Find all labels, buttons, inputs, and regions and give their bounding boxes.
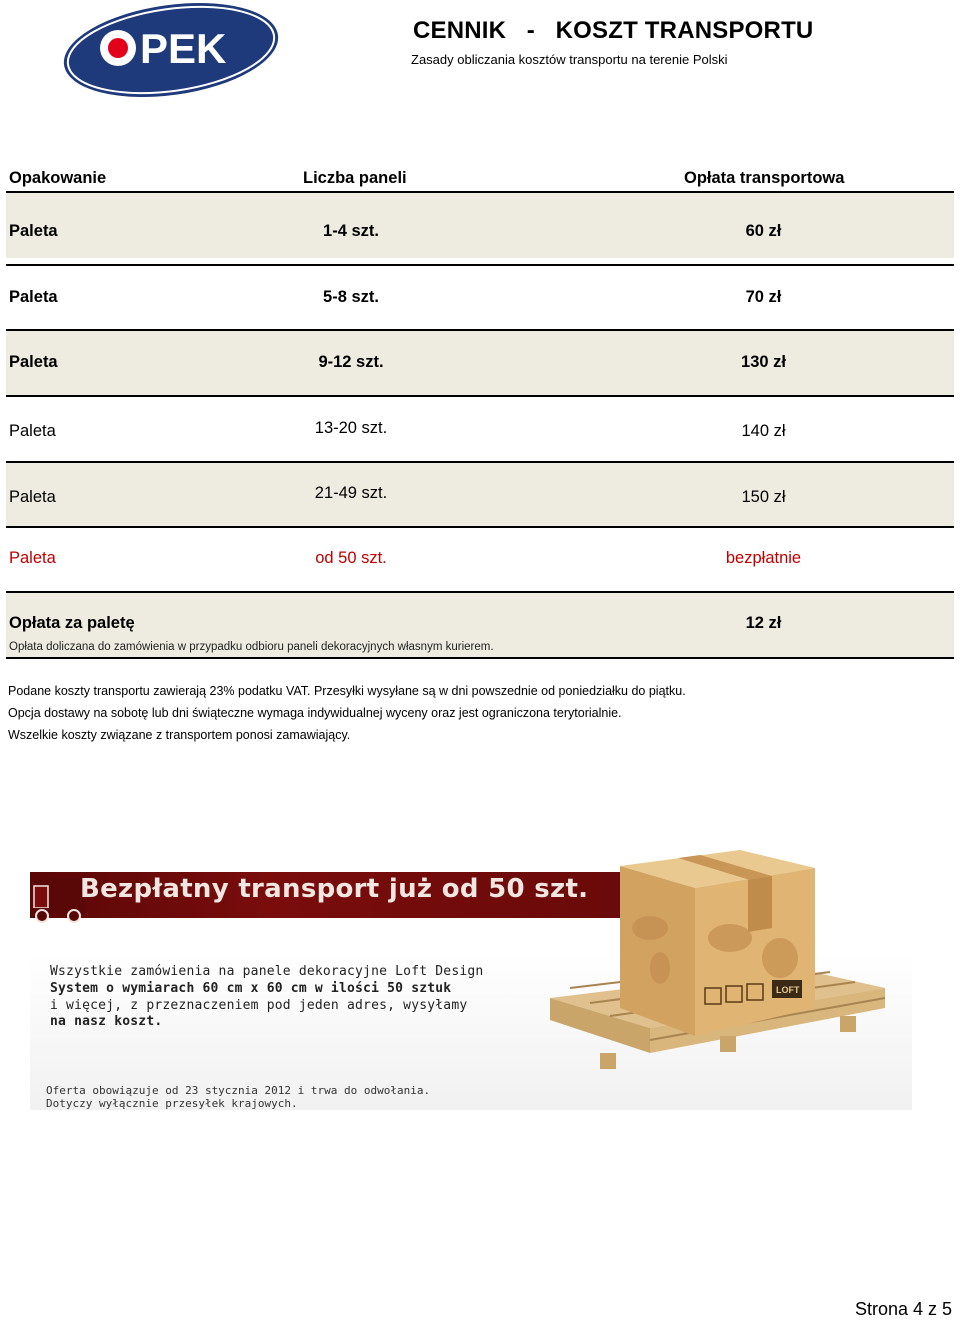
- row-price: 130 zł: [741, 353, 786, 371]
- table-row: [6, 528, 954, 593]
- row-price: 70 zł: [745, 288, 782, 306]
- row-count: od 50 szt.: [315, 549, 387, 567]
- promo-line: Wszystkie zamówienia na panele dekoracyjne Loft Design: [50, 964, 484, 979]
- row-packaging: Paleta: [9, 488, 56, 506]
- row-price: 150 zł: [741, 488, 786, 506]
- promo-line: i więcej, z przeznaczeniem pod jeden adres, wysyłamy: [50, 998, 468, 1013]
- row-packaging: Paleta: [9, 422, 56, 440]
- row-price: 60 zł: [745, 222, 782, 240]
- row-count: 1-4 szt.: [323, 222, 379, 240]
- offer-line: Dotyczy wyłącznie przesyłek krajowych.: [46, 1097, 298, 1110]
- banner-headline: Bezpłatny transport już od 50 szt.: [80, 874, 589, 904]
- table-row: [6, 193, 954, 258]
- pallet-fee-price: 12 zł: [745, 614, 782, 632]
- note-vat: Podane koszty transportu zawierają 23% podatku VAT. Przesyłki wysyłane są w dni powszednie od poniedziałku do piątku.: [8, 684, 686, 698]
- box-brand: LOFT: [776, 985, 800, 995]
- column-header-packaging: Opakowanie: [9, 169, 107, 187]
- table-row: [6, 463, 954, 528]
- opek-logo: [60, 2, 282, 98]
- promo-line: System o wymiarach 60 cm x 60 cm w ilości 50 sztuk: [50, 981, 452, 996]
- row-price: 140 zł: [741, 422, 786, 440]
- offer-line: Oferta obowiązuje od 23 stycznia 2012 i trwa do odwołania.: [46, 1084, 431, 1097]
- row-count: 5-8 szt.: [323, 288, 379, 306]
- row-count: 9-12 szt.: [318, 353, 384, 371]
- box-on-pallet-illustration: [540, 848, 910, 1093]
- promo-line: na nasz koszt.: [50, 1014, 163, 1029]
- pallet-fee-row: [6, 593, 954, 657]
- pallet-fee-title: Opłata za paletę: [9, 614, 135, 632]
- row-packaging: Paleta: [9, 288, 58, 306]
- row-price: bezpłatnie: [725, 549, 802, 567]
- note-saturday: Opcja dostawy na sobotę lub dni świąteczne wymaga indywidualnej wyceny oraz jest ograniczona terytorialnie.: [8, 706, 622, 720]
- table-row: [6, 331, 954, 396]
- table-row: [6, 266, 954, 331]
- table-row: [6, 397, 954, 462]
- row-packaging: Paleta: [9, 549, 56, 567]
- page-title: CENNIK - KOSZT TRANSPORTU: [413, 17, 814, 44]
- row-count: 13-20 szt.: [314, 419, 388, 437]
- column-header-count: Liczba paneli: [303, 169, 407, 187]
- column-header-price: Opłata transportowa: [684, 169, 845, 187]
- note-costs: Wszelkie koszty związane z transportem ponosi zamawiający.: [8, 728, 351, 742]
- page-number: Strona 4 z 5: [854, 1299, 952, 1319]
- svg-text:PEK: PEK: [140, 25, 227, 72]
- row-packaging: Paleta: [9, 353, 58, 371]
- row-count: 21-49 szt.: [314, 484, 388, 502]
- row-divider: [6, 657, 954, 659]
- page-subtitle: Zasady obliczania kosztów transportu na terenie Polski: [411, 52, 728, 67]
- pallet-fee-description: Opłata doliczana do zamówienia w przypadku odbioru paneli dekoracyjnych własnym kurierem.: [9, 641, 494, 653]
- row-packaging: Paleta: [9, 222, 58, 240]
